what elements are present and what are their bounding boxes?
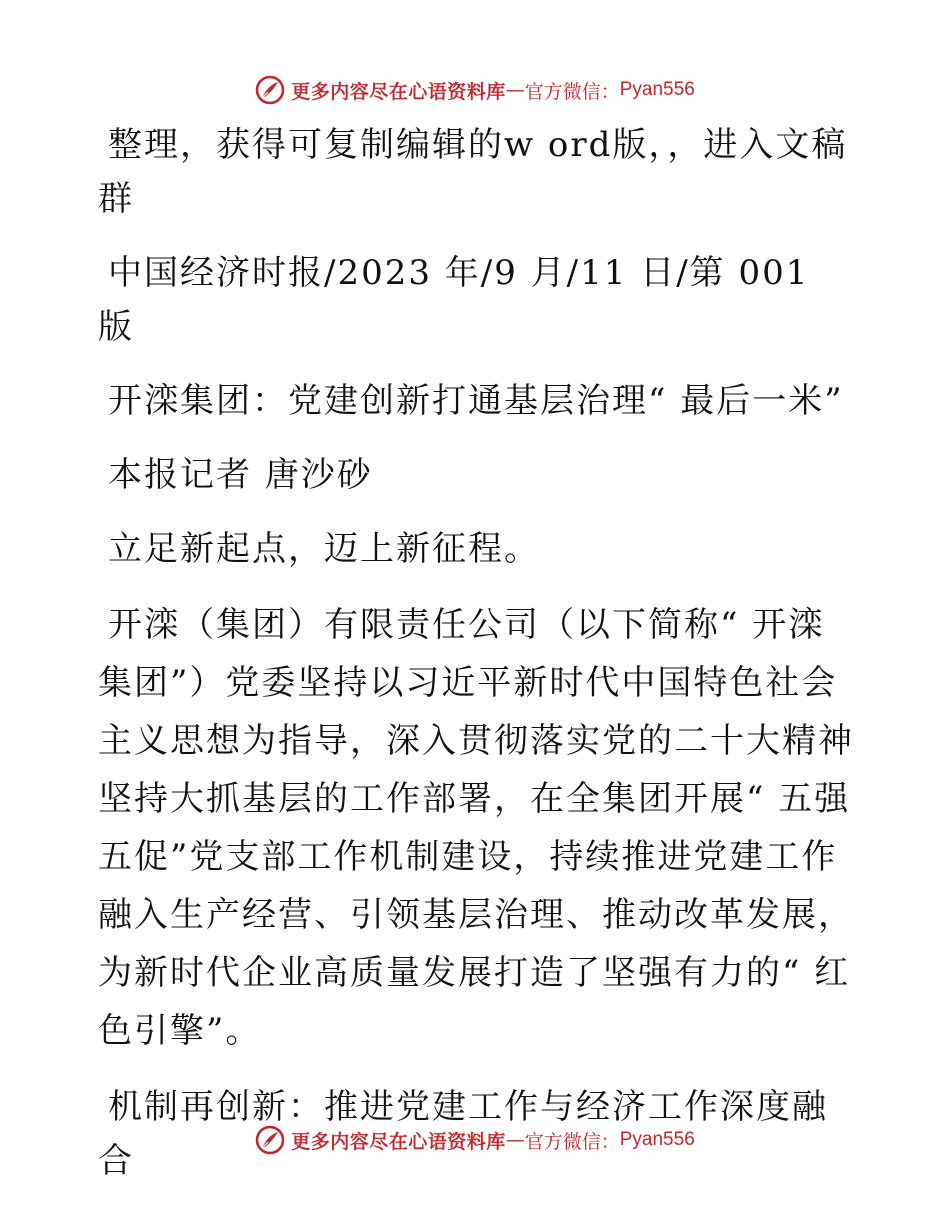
- quill-emblem-icon: [255, 75, 285, 105]
- watermark-wechat-id: Pyan556: [619, 79, 695, 100]
- intro-paragraph: 整理，获得可复制编辑的w ord版，，进入文稿群: [98, 125, 848, 219]
- article-headline: 开滦集团：党建创新打通基层治理“ 最后一米”: [108, 381, 844, 421]
- watermark-wechat-label: 官方微信：: [524, 80, 620, 103]
- watermark-separator: —: [505, 79, 525, 101]
- watermark-site-text: 更多内容尽在心语资料库: [291, 1130, 506, 1153]
- body-paragraph: 开滦（集团）有限责任公司（以下简称“ 开滦集团”）党委坚持以习近平新时代中国特色社会主义思想为指导，深入贯彻落实党的二十大精神坚持大抓基层的工作部署，在全集团开展“ 五强五促”党支部工作机制建设，持续推进党建工作融入生产经营、引领基层治理、推动改革发展，为新时代企业高质量发展打造了坚强有力的“ 红色引擎”。: [98, 605, 854, 1051]
- watermark-banner-bottom: [0, 1120, 950, 1160]
- watermark-wechat-label: 官方微信：: [524, 1130, 620, 1153]
- watermark-separator: —: [505, 1129, 525, 1151]
- section-heading: 机制再创新：推进党建工作与经济工作深度融合: [98, 1087, 828, 1181]
- quill-emblem-icon: [255, 1125, 285, 1155]
- source-line: 中国经济时报/2023 年/9 月/11 日/第 001 版: [98, 253, 810, 347]
- watermark-banner-top: [0, 70, 950, 110]
- lead-sentence: 立足新起点，迈上新征程。: [108, 529, 540, 569]
- watermark-site-text: 更多内容尽在心语资料库: [291, 80, 506, 103]
- byline: 本报记者 唐沙砂: [108, 455, 373, 495]
- document-body: [98, 118, 858, 1208]
- watermark-wechat-id: Pyan556: [619, 1129, 695, 1150]
